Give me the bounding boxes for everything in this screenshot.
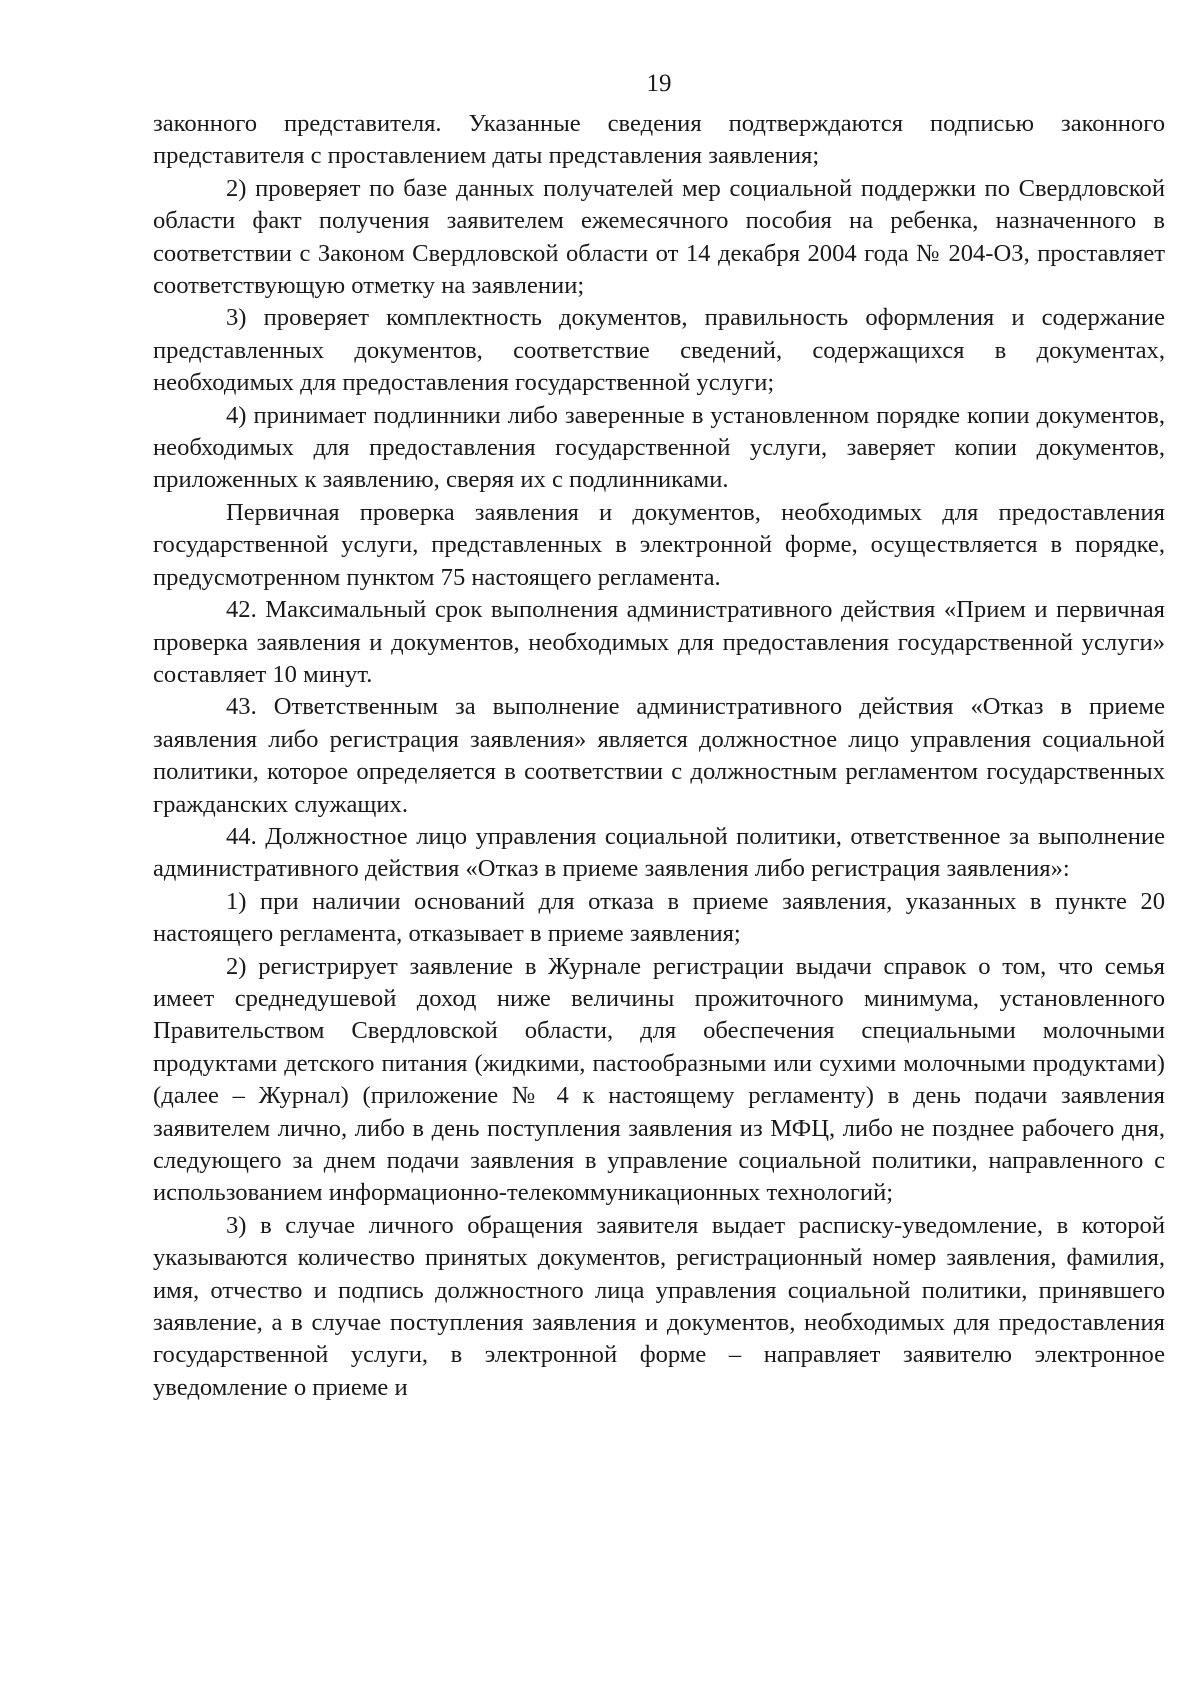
- paragraph-item-4-accept-originals: 4) принимает подлинники либо заверенные в установленном порядке копии документов, необходимых для предоставления государственной услуги, заверяет копии документов, приложенных к заявлению, сверяя их с подлинниками.: [153, 401, 1165, 494]
- paragraph-clause-42: 42. Максимальный срок выполнения административного действия «Прием и первичная проверка заявления и документов, необходимых для предоставления государственной услуги» составляет 10 минут.: [153, 596, 1165, 688]
- paragraph-item-2-check-database: 2) проверяет по базе данных получателей мер социальной поддержки по Свердловской области факт получения заявителем ежемесячного пособия на ребенка, назначенного в соответствии с Законом Свердловской области от 14 декабря 2004 года № 204-ОЗ, проставляет соответствующую отметку на заявлении;: [153, 174, 1165, 300]
- paragraph-primary-check-electronic: Первичная проверка заявления и документов, необходимых для предоставления государственной услуги, представленных в электронной форме, осуществляется в порядке, предусмотренном пунктом 75 настоящего регламента.: [153, 498, 1165, 591]
- paragraph-clause-44-item-2: 2) регистрирует заявление в Журнале регистрации выдачи справок о том, что семья имеет среднедушевой доход ниже величины прожиточного минимума, установленного Правительством Свердловской области, для обеспечения специальными молочными продуктами детского питания (жидкими, пастообразными или сухими молочными продуктами) (далее – Журнал) (приложение № 4 к настоящему регламенту) в день подачи заявления заявителем лично, либо в день поступления заявления из МФЦ, либо не позднее рабочего дня, следующего за днем подачи заявления в управление социальной политики, направленного с использованием информационно-телекоммуникационных технологий;: [153, 952, 1165, 1207]
- paragraph-clause-44-item-3: 3) в случае личного обращения заявителя выдает расписку-уведомление, в которой указываются количество принятых документов, регистрационный номер заявления, фамилия, имя, отчество и подпись должностного лица управления социальной политики, принявшего заявление, а в случае поступления заявления и документов, необходимых для предоставления государственной услуги, в электронной форме – направляет заявителю электронное уведомление о приеме и: [153, 1211, 1165, 1401]
- paragraph-continuation: законного представителя. Указанные сведения подтверждаются подписью законного представителя с проставлением даты представления заявления;: [153, 110, 1165, 170]
- page-number: 19: [646, 70, 672, 97]
- paragraph-clause-44-item-1: 1) при наличии оснований для отказа в приеме заявления, указанных в пункте 20 настоящего регламента, отказывает в приеме заявления;: [153, 887, 1165, 948]
- paragraph-clause-43: 43. Ответственным за выполнение административного действия «Отказ в приеме заявления либо регистрация заявления» является должностное лицо управления социальной политики, которое определяется в соответствии с должностным регламентом государственных гражданских служащих.: [153, 693, 1165, 818]
- paragraph-item-3-check-documents: 3) проверяет комплектность документов, правильность оформления и содержание представленных документов, соответствие сведений, содержащихся в документах, необходимых для предоставления государственной услуги;: [153, 304, 1165, 397]
- paragraph-clause-44: 44. Должностное лицо управления социальной политики, ответственное за выполнение административного действия «Отказ в приеме заявления либо регистрация заявления»:: [153, 822, 1165, 883]
- document-page: [153, 68, 1165, 1404]
